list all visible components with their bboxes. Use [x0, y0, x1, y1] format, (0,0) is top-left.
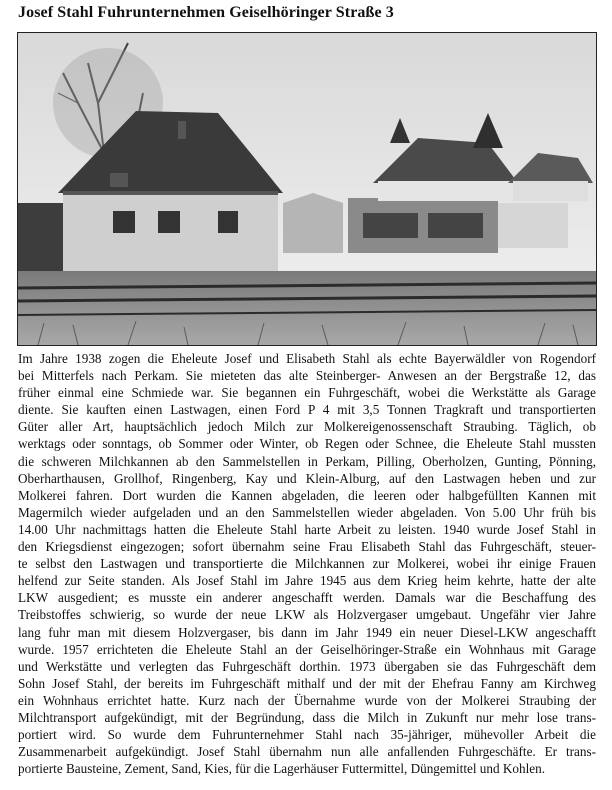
article-line: Im Jahre 1938 zogen die Eheleute Josef und Elisabeth Stahl als echte Bayerwäldler von Rogendorf [18, 351, 596, 366]
article-line: Milchtransport aufgekündigt, mit der Begründung, dass die Milch in Zukunft nur mehr lose trans- [18, 709, 596, 725]
article-line: werktags oder sonntags, ob Sommer oder Winter, ob Regen oder Schnee, die Eheleute Stahl mussten [18, 436, 596, 452]
article-line: Molkerei fahren. Dort wurden die Kannen abgeladen, die leeren oder halbgefüllten Kannen mit [18, 487, 596, 503]
article-line: Güter aller Art, hauptsächlich jedoch Milch zur Molkereigenossenschaft Straubing. Täglich, ob [18, 419, 596, 435]
article-line: den Kriegsdienst eingezogen; sofort übernahm seine Frau Elisabeth Stahl das Fuhrgeschäft, steuer- [18, 539, 596, 555]
article-line: LKW ausgedient; es musste ein anderer angeschafft werden. Damals war die Beschaffung des [18, 590, 596, 606]
article-line: Treibstoffes schwierig, so wurde der neue LKW als Holzvergaser umgebaut. Ungefähr vier Jahre [18, 607, 596, 623]
article-line: portiert wird. So wurde dem Fuhrunternehmer Stahl nach 35-jähriger, mühevoller Arbeit die [18, 727, 596, 743]
article-line: und Werkstätte und verlegten das Fuhrgeschäft dorthin. 1973 übergaben sie das Fuhrgeschäft dem [18, 658, 596, 674]
historic-photo [17, 32, 597, 346]
article-text [18, 350, 596, 777]
article-line: lang fuhr man mit diesem Holzvergaser, bis dann im Jahr 1949 ein neuer Diesel-LKW angeschafft [18, 624, 596, 640]
article-line: Oberharthausen, Grollhof, Ringenberg, Kay und Klein-Alburg, auf den Lastwagen heben und zur [18, 470, 596, 486]
article-line: Sohn Josef Stahl, der bereits im Fuhrgeschäft mithalf und der mit der Ehefrau Fanny am Kirchweg [18, 675, 596, 691]
article-line: Zusammenarbeit aufgekündigt. Josef Stahl übernahm nun alle anfallenden Fuhrgeschäfte. Er trans- [18, 744, 596, 760]
article-line: ein Wohnhaus errichtet hatte. Kurz nach der Übernahme wurde von der Molkerei Straubing der [18, 692, 596, 708]
article-line: früher einmal eine Schmiede war. Sie begannen ein Fuhrgeschäft, wobei die Werkstätte als Garage [18, 385, 596, 401]
article-line: diente. Sie kauften einen Lastwagen, einen Ford P 4 mit 3,5 Tonnen Tragkraft und transportierten [18, 402, 596, 418]
article-line: Magermilch wieder aufgeladen und an den Sammelstellen wieder abgeladen. Von 5.00 Uhr früh bis [18, 504, 596, 520]
article-line: te selbst den Lastwagen und transportierte die Milchkannen zur Molkerei, wobei ihr einige Frauen [18, 556, 596, 572]
article-line: bei Mitterfels nach Perkam. Sie mieteten das alte Steinberger- Anwesen an der Bergstraße 12, das [18, 368, 596, 384]
article-line: wurde. 1957 errichteten die Eheleute Stahl an der Geiselhöringer-Straße ein Wohnhaus mit Garage [18, 641, 596, 657]
article-line: 14.00 Uhr nachmittags hatten die Eheleute Stahl harte Arbeit zu leisten. 1940 wurde Josef Stahl in [18, 521, 596, 537]
article-line: helfend zur Seite standen. Als Josef Stahl im Jahre 1945 aus dem Krieg heim kehrte, hatte der alte [18, 573, 596, 589]
page-title: Josef Stahl Fuhrunternehmen Geiselhöringer Straße 3 [18, 4, 394, 21]
article-line: die schweren Milchkannen ab den Sammelstellen in Perkam, Pilling, Oberholzen, Gunting, Pönning, [18, 453, 596, 469]
article-line: portierte Bausteine, Zement, Sand, Kies, für die Lagerhäuser Futtermittel, Düngemittel und Kohlen. [18, 761, 545, 777]
